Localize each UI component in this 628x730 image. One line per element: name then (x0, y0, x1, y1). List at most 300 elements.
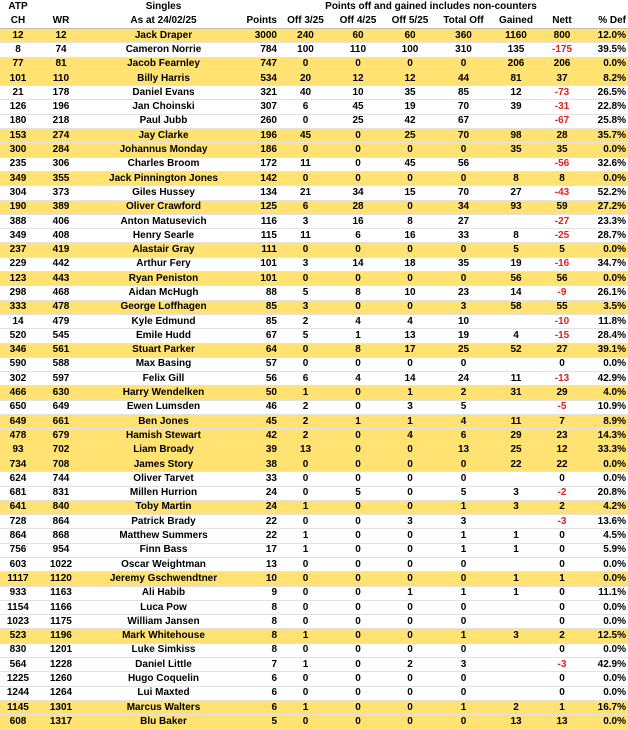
off-5-25-cell: 4 (384, 429, 436, 443)
ch-cell: 333 (0, 300, 36, 314)
ch-cell: 153 (0, 129, 36, 143)
total-off-cell: 44 (436, 71, 491, 85)
nett-cell: -10 (541, 314, 583, 328)
gained-cell (491, 114, 541, 128)
ch-cell: 235 (0, 157, 36, 171)
total-off-cell: 3 (436, 658, 491, 672)
total-off-cell: 0 (436, 557, 491, 571)
off-3-25-cell: 0 (279, 515, 332, 529)
nett-cell: -56 (541, 157, 583, 171)
points-cell: 747 (241, 57, 279, 71)
total-off-cell: 0 (436, 143, 491, 157)
pct-def-cell: 0.0% (583, 272, 628, 286)
table-row (0, 715, 628, 729)
nett-cell: 55 (541, 300, 583, 314)
off-4-25-cell: 60 (332, 29, 384, 43)
off-3-25-cell: 100 (279, 43, 332, 57)
table-row (0, 314, 628, 328)
off-5-25-cell: 2 (384, 658, 436, 672)
off-3-25-cell: 0 (279, 686, 332, 700)
gained-cell: 22 (491, 457, 541, 471)
off-3-25-cell: 0 (279, 114, 332, 128)
points-cell: 7 (241, 658, 279, 672)
gained-cell: 1 (491, 586, 541, 600)
points-cell: 534 (241, 71, 279, 85)
off-3-25-cell: 1 (279, 543, 332, 557)
points-cell: 50 (241, 386, 279, 400)
off-4-25-cell: 0 (332, 171, 384, 185)
player-name: Ali Habib (86, 586, 241, 600)
gained-cell: 206 (491, 57, 541, 71)
points-cell: 260 (241, 114, 279, 128)
player-name: James Story (86, 457, 241, 471)
nett-cell: -175 (541, 43, 583, 57)
total-off-cell: 70 (436, 100, 491, 114)
ch-cell: 603 (0, 557, 36, 571)
off-3-25-cell: 0 (279, 343, 332, 357)
nett-cell: -43 (541, 186, 583, 200)
points-cell: 101 (241, 272, 279, 286)
player-name: Luca Pow (86, 600, 241, 614)
ch-cell: 237 (0, 243, 36, 257)
points-cell: 42 (241, 429, 279, 443)
total-off-cell: 25 (436, 343, 491, 357)
pct-def-cell: 12.0% (583, 29, 628, 43)
nett-cell: -13 (541, 372, 583, 386)
total-off-cell: 0 (436, 672, 491, 686)
off-5-25-cell: 0 (384, 500, 436, 514)
gained-cell (491, 400, 541, 414)
wr-header: WR (36, 14, 86, 29)
table-row (0, 343, 628, 357)
nett-cell: -16 (541, 257, 583, 271)
player-name: Jeremy Gschwendtner (86, 572, 241, 586)
wr-cell: 443 (36, 272, 86, 286)
points-cell: 784 (241, 43, 279, 57)
gained-cell: 3 (491, 500, 541, 514)
wr-cell: 442 (36, 257, 86, 271)
pct-def-cell: 0.0% (583, 715, 628, 729)
table-row (0, 329, 628, 343)
wr-cell: 1201 (36, 643, 86, 657)
off-4-25-cell: 0 (332, 472, 384, 486)
nett-cell: 0 (541, 557, 583, 571)
table-row (0, 658, 628, 672)
player-name: Daniel Evans (86, 86, 241, 100)
nett-cell: 37 (541, 71, 583, 85)
off-3-25-cell: 0 (279, 586, 332, 600)
nett-cell: 29 (541, 386, 583, 400)
nett-cell: 0 (541, 615, 583, 629)
off-4-25-cell: 0 (332, 658, 384, 672)
wr-cell: 479 (36, 314, 86, 328)
gained-cell (491, 600, 541, 614)
points-cell: 8 (241, 629, 279, 643)
off-3-25-cell: 11 (279, 229, 332, 243)
total-off-cell: 1 (436, 543, 491, 557)
off-4-25-cell: 5 (332, 486, 384, 500)
nett-cell: 59 (541, 200, 583, 214)
player-name: Millen Hurrion (86, 486, 241, 500)
pct-def-cell: 0.0% (583, 243, 628, 257)
pct-def-cell: 0.0% (583, 171, 628, 185)
wr-cell: 478 (36, 300, 86, 314)
off-4-25-cell: 0 (332, 500, 384, 514)
wr-cell: 954 (36, 543, 86, 557)
atp-header: ATP (0, 0, 36, 14)
player-name: Oliver Tarvet (86, 472, 241, 486)
table-row (0, 214, 628, 228)
off-5-25-cell: 0 (384, 686, 436, 700)
points-cell: 33 (241, 472, 279, 486)
table-row (0, 586, 628, 600)
off-3-25-cell: 2 (279, 314, 332, 328)
table-row (0, 429, 628, 443)
ch-cell: 864 (0, 529, 36, 543)
total-off-cell: 1 (436, 586, 491, 600)
player-name: Oliver Crawford (86, 200, 241, 214)
wr-cell: 708 (36, 457, 86, 471)
table-row (0, 672, 628, 686)
total-off-cell: 6 (436, 429, 491, 443)
off-4-25-cell: 8 (332, 286, 384, 300)
ch-cell: 681 (0, 486, 36, 500)
pct-def-cell: 34.7% (583, 257, 628, 271)
off-4-25-cell: 4 (332, 314, 384, 328)
total-off-cell: 70 (436, 129, 491, 143)
off-3-25-cell: 1 (279, 500, 332, 514)
nett-cell: -9 (541, 286, 583, 300)
off-3-25-cell: 0 (279, 615, 332, 629)
off-4-25-cell: 0 (332, 272, 384, 286)
pct-def-cell: 26.5% (583, 86, 628, 100)
off-4-25-cell: 0 (332, 300, 384, 314)
off-4-25-cell: 16 (332, 214, 384, 228)
player-name: Patrick Brady (86, 515, 241, 529)
ch-cell: 520 (0, 329, 36, 343)
total-off-cell: 35 (436, 257, 491, 271)
wr-cell: 178 (36, 86, 86, 100)
points-cell: 115 (241, 229, 279, 243)
table-row (0, 157, 628, 171)
wr-cell: 597 (36, 372, 86, 386)
player-name: Henry Searle (86, 229, 241, 243)
player-name: Mark Whitehouse (86, 629, 241, 643)
pct-def-cell: 0.0% (583, 143, 628, 157)
off-5-25-cell: 0 (384, 715, 436, 729)
off-5-25-cell: 0 (384, 643, 436, 657)
player-name: Finn Bass (86, 543, 241, 557)
off-4-25-cell: 0 (332, 157, 384, 171)
nett-cell: 0 (541, 686, 583, 700)
total-off-cell: 310 (436, 43, 491, 57)
wr-cell: 408 (36, 229, 86, 243)
points-cell: 116 (241, 214, 279, 228)
off-5-25-cell: 0 (384, 543, 436, 557)
off-4-25-cell: 0 (332, 715, 384, 729)
pct-def-cell: 8.2% (583, 71, 628, 85)
player-name: Oscar Weightman (86, 557, 241, 571)
ch-cell: 564 (0, 658, 36, 672)
pct-def-cell: 0.0% (583, 672, 628, 686)
gained-cell (491, 314, 541, 328)
gained-cell (491, 672, 541, 686)
pct-def-cell: 33.3% (583, 443, 628, 457)
total-off-cell: 5 (436, 486, 491, 500)
off-4-25-cell: 0 (332, 629, 384, 643)
wr-cell: 218 (36, 114, 86, 128)
off-5-25-cell: 0 (384, 300, 436, 314)
player-name: Marcus Walters (86, 700, 241, 714)
table-row (0, 229, 628, 243)
pct-def-cell: 42.9% (583, 372, 628, 386)
wr-cell: 373 (36, 186, 86, 200)
off-4-25-cell: 12 (332, 71, 384, 85)
gained-cell: 25 (491, 443, 541, 457)
off-5-25-cell: 12 (384, 71, 436, 85)
total-off-cell: 13 (436, 443, 491, 457)
points-cell: 6 (241, 672, 279, 686)
wr-cell: 840 (36, 500, 86, 514)
wr-cell: 274 (36, 129, 86, 143)
total-off-header: Total Off (436, 14, 491, 29)
off-5-25-cell: 0 (384, 672, 436, 686)
off-5-25-cell: 0 (384, 243, 436, 257)
off-3-25-cell: 0 (279, 243, 332, 257)
points-cell: 142 (241, 171, 279, 185)
player-name: Ben Jones (86, 415, 241, 429)
gained-cell: 12 (491, 86, 541, 100)
pct-def-cell: 28.4% (583, 329, 628, 343)
pct-def-cell: 0.0% (583, 557, 628, 571)
off-4-25-cell: 0 (332, 57, 384, 71)
pct-def-cell: 35.7% (583, 129, 628, 143)
off-4-25-cell: 8 (332, 343, 384, 357)
off-3-25-cell: 1 (279, 529, 332, 543)
gained-cell (491, 615, 541, 629)
pct-def-cell: 20.8% (583, 486, 628, 500)
ch-cell: 126 (0, 100, 36, 114)
nett-cell: -3 (541, 658, 583, 672)
player-name: Paul Jubb (86, 114, 241, 128)
pct-def-cell: 16.7% (583, 700, 628, 714)
off-5-25-cell: 18 (384, 257, 436, 271)
nett-cell: -31 (541, 100, 583, 114)
off-4-25-cell: 0 (332, 129, 384, 143)
points-cell: 186 (241, 143, 279, 157)
gained-cell: 1 (491, 543, 541, 557)
gained-cell (491, 686, 541, 700)
off-3-25-cell: 0 (279, 272, 332, 286)
wr-cell: 1228 (36, 658, 86, 672)
pct-def-cell: 0.0% (583, 357, 628, 371)
off-5-25-cell: 19 (384, 100, 436, 114)
table-row (0, 543, 628, 557)
pct-def-cell: 0.0% (583, 600, 628, 614)
gained-cell (491, 515, 541, 529)
nett-cell: -15 (541, 329, 583, 343)
off-5-25-cell: 0 (384, 457, 436, 471)
gained-cell: 135 (491, 43, 541, 57)
pct-def-cell: 22.8% (583, 100, 628, 114)
nett-cell: 0 (541, 600, 583, 614)
ch-cell: 349 (0, 229, 36, 243)
points-cell: 24 (241, 500, 279, 514)
points-cell: 39 (241, 443, 279, 457)
off-4-25-cell: 1 (332, 415, 384, 429)
table-row (0, 357, 628, 371)
gained-cell (491, 157, 541, 171)
off-5-25-cell: 17 (384, 343, 436, 357)
ch-cell: 624 (0, 472, 36, 486)
gained-cell: 39 (491, 100, 541, 114)
pct-def-cell: 13.6% (583, 515, 628, 529)
off-4-25-cell: 0 (332, 543, 384, 557)
total-off-cell: 5 (436, 400, 491, 414)
player-name: Jack Draper (86, 29, 241, 43)
points-cell: 125 (241, 200, 279, 214)
table-row (0, 171, 628, 185)
off-3-25-cell: 0 (279, 715, 332, 729)
gained-cell: 58 (491, 300, 541, 314)
nett-cell: -25 (541, 229, 583, 243)
total-off-cell: 19 (436, 329, 491, 343)
table-row (0, 129, 628, 143)
nett-cell: -67 (541, 114, 583, 128)
gained-cell: 27 (491, 186, 541, 200)
wr-cell: 355 (36, 171, 86, 185)
table-row (0, 529, 628, 543)
player-name: Aidan McHugh (86, 286, 241, 300)
total-off-cell: 2 (436, 386, 491, 400)
off-4-25-cell: 6 (332, 229, 384, 243)
nett-cell: 56 (541, 272, 583, 286)
points-cell: 6 (241, 686, 279, 700)
ch-cell: 1117 (0, 572, 36, 586)
ch-cell: 1154 (0, 600, 36, 614)
off-3-25-cell: 3 (279, 214, 332, 228)
pct-def-cell: 12.5% (583, 629, 628, 643)
points-cell: 3000 (241, 29, 279, 43)
gained-cell: 5 (491, 243, 541, 257)
gained-cell: 14 (491, 286, 541, 300)
pct-def-cell: 28.7% (583, 229, 628, 243)
points-cell: 22 (241, 529, 279, 543)
ch-cell: 388 (0, 214, 36, 228)
off-3-25-cell: 1 (279, 629, 332, 643)
player-name: Matthew Summers (86, 529, 241, 543)
table-row (0, 29, 628, 43)
ch-cell: 650 (0, 400, 36, 414)
total-off-cell: 0 (436, 171, 491, 185)
wr-cell: 1301 (36, 700, 86, 714)
off-3-25-cell: 1 (279, 658, 332, 672)
wr-cell: 1260 (36, 672, 86, 686)
off-4-25-cell: 28 (332, 200, 384, 214)
ch-cell: 77 (0, 57, 36, 71)
off-4-25-cell: 45 (332, 100, 384, 114)
off-4-25-cell: 0 (332, 700, 384, 714)
points-cell: 321 (241, 86, 279, 100)
off-3-25-cell: 45 (279, 129, 332, 143)
pct-def-cell: 0.0% (583, 643, 628, 657)
ch-cell: 1244 (0, 686, 36, 700)
total-off-cell: 70 (436, 186, 491, 200)
gained-cell: 98 (491, 129, 541, 143)
ch-cell: 14 (0, 314, 36, 328)
nett-cell: 0 (541, 357, 583, 371)
off-5-25-header: Off 5/25 (384, 14, 436, 29)
wr-cell: 12 (36, 29, 86, 43)
player-name: Alastair Gray (86, 243, 241, 257)
off-4-25-cell: 0 (332, 672, 384, 686)
total-off-cell: 1 (436, 529, 491, 543)
ch-cell: 728 (0, 515, 36, 529)
points-cell: 172 (241, 157, 279, 171)
nett-cell: 0 (541, 643, 583, 657)
table-row (0, 443, 628, 457)
total-off-cell: 56 (436, 157, 491, 171)
table-row (0, 572, 628, 586)
player-name: Giles Hussey (86, 186, 241, 200)
table-row (0, 272, 628, 286)
table-row (0, 386, 628, 400)
player-name: Johannus Monday (86, 143, 241, 157)
ch-cell: 478 (0, 429, 36, 443)
player-name: George Loffhagen (86, 300, 241, 314)
pct-def-cell: 27.2% (583, 200, 628, 214)
off-5-25-cell: 42 (384, 114, 436, 128)
off-5-25-cell: 0 (384, 572, 436, 586)
pct-def-cell: 14.3% (583, 429, 628, 443)
pct-def-cell: 0.0% (583, 686, 628, 700)
off-3-25-cell: 3 (279, 300, 332, 314)
ch-cell: 180 (0, 114, 36, 128)
off-5-25-cell: 14 (384, 372, 436, 386)
wr-cell: 1175 (36, 615, 86, 629)
wr-cell: 661 (36, 415, 86, 429)
total-off-cell: 0 (436, 715, 491, 729)
pct-def-cell: 42.9% (583, 658, 628, 672)
points-cell: 6 (241, 700, 279, 714)
player-name: Hugo Coquelin (86, 672, 241, 686)
points-cell: 196 (241, 129, 279, 143)
wr-cell: 1264 (36, 686, 86, 700)
off-4-25-cell: 0 (332, 615, 384, 629)
off-3-25-cell: 0 (279, 472, 332, 486)
off-5-25-cell: 16 (384, 229, 436, 243)
header-row-2 (0, 14, 628, 29)
nett-cell: 0 (541, 672, 583, 686)
table-row (0, 600, 628, 614)
player-name: Hamish Stewart (86, 429, 241, 443)
gained-cell: 1 (491, 529, 541, 543)
table-body (0, 29, 628, 730)
off-3-25-cell: 21 (279, 186, 332, 200)
off-4-25-cell: 0 (332, 386, 384, 400)
player-name: Emile Hudd (86, 329, 241, 343)
nett-cell: 5 (541, 243, 583, 257)
points-cell: 9 (241, 586, 279, 600)
gained-cell: 11 (491, 372, 541, 386)
ch-cell: 590 (0, 357, 36, 371)
pct-def-cell: 0.0% (583, 457, 628, 471)
pct-def-cell: 5.9% (583, 543, 628, 557)
table-row (0, 143, 628, 157)
ch-cell: 649 (0, 415, 36, 429)
off-5-25-cell: 35 (384, 86, 436, 100)
total-off-cell: 0 (436, 686, 491, 700)
